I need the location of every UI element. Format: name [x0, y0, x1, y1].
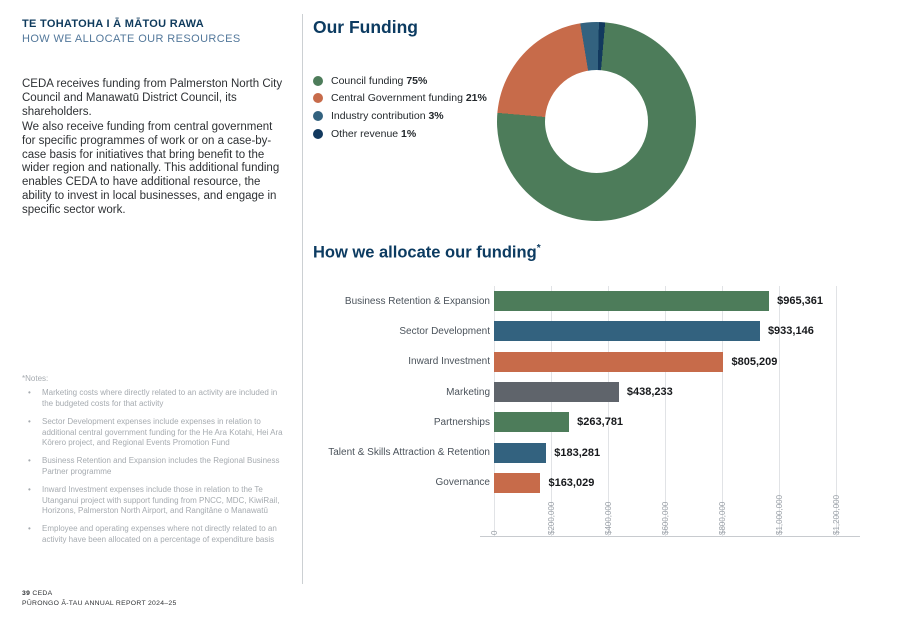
bar-category-label: Talent & Skills Attraction & Retention: [328, 447, 490, 459]
report-title: PŪRONGO Ā-TAU ANNUAL REPORT 2024–25: [22, 600, 177, 607]
donut-hole: [545, 70, 648, 173]
legend-label: Central Government funding 21%: [331, 92, 487, 105]
legend-item: [313, 107, 487, 125]
note-item: • Sector Development expenses include expenses in relation to additional central government funding for the He Ara Kotahi, Hei Ara Kōrero project, and Regional Events Promotion Fund: [22, 417, 284, 448]
x-tick-label: $600,000: [661, 501, 670, 535]
notes-section: [22, 374, 284, 553]
bar-value-label: $183,281: [554, 446, 601, 459]
footer-line-1: [22, 589, 177, 599]
bar: [494, 412, 569, 432]
bar-value-label: $163,029: [548, 476, 595, 489]
legend-swatch-icon: [313, 76, 323, 86]
x-tick-label: $1,000,000: [775, 494, 784, 535]
brand-name: CEDA: [32, 590, 53, 597]
bar-value-label: $805,209: [731, 355, 778, 368]
notes-title: *Notes:: [22, 374, 49, 383]
allocation-bar-chart: [300, 286, 860, 537]
bar: [494, 291, 769, 311]
bar-category-label: Business Retention & Expansion: [344, 295, 490, 307]
funding-chart-title: Our Funding: [313, 17, 418, 37]
allocation-chart-title-text: How we allocate our funding: [313, 243, 537, 262]
note-item: • Inward Investment expenses include those in relation to the Te Utanganui project with support funding from PNCC, MDC, KiwiRail, Horizons, Palmerston North Airport, and Rangitāne o Manawatū: [22, 485, 284, 516]
bar-row: [300, 347, 860, 377]
page-number: 39: [22, 590, 31, 597]
bar-rows: [300, 286, 860, 498]
bar-row: [300, 407, 860, 437]
bar-category-label: Marketing: [446, 386, 490, 398]
bar-value-label: $263,781: [577, 416, 624, 429]
bar-row: [300, 468, 860, 498]
bar-category-label: Sector Development: [399, 325, 490, 337]
bar-value-label: $438,233: [626, 386, 673, 399]
notes-list: [22, 388, 284, 545]
legend-item: [313, 125, 487, 143]
legend-label: Council funding 75%: [331, 74, 428, 87]
bar-value-label: $933,146: [767, 325, 814, 338]
bar-row: [300, 438, 860, 468]
bar: [494, 382, 619, 402]
bar-category-label: Partnerships: [433, 416, 490, 428]
page-footer: [22, 589, 177, 609]
intro-paragraph-2: We also receive funding from central government for specific programmes of work or on a case-by-case basis for initiatives that bring benefit to the wider region and nationally. This additional funding enables CEDA to have additional resource, the ability to invest in local businesses, and engage in specific sector work.: [22, 121, 280, 216]
section-title-english: HOW WE ALLOCATE OUR RESOURCES: [22, 33, 241, 45]
x-axis-line: [480, 536, 860, 537]
x-tick-label: $800,000: [718, 501, 727, 535]
funding-legend: [313, 72, 487, 142]
x-tick-label: $400,000: [604, 501, 613, 535]
bar-row: [300, 286, 860, 316]
bar-value-label: $965,361: [777, 295, 824, 308]
bar-row: [300, 316, 860, 346]
allocation-chart-title: [313, 243, 541, 263]
x-tick-label: $1,200,000: [832, 494, 841, 535]
bar-category-label: Governance: [435, 477, 490, 489]
bar: [494, 352, 723, 372]
legend-item: [313, 72, 487, 90]
note-item: • Employee and operating expenses where not directly related to an activity have been allocated on a percentage of expenditure basis: [22, 524, 284, 545]
bar-row: [300, 377, 860, 407]
x-tick-label: 0: [490, 530, 499, 535]
bar: [494, 321, 760, 341]
intro-paragraph-1: CEDA receives funding from Palmerston North City Council and Manawatū District Council, its shareholders.: [22, 78, 283, 118]
legend-item: [313, 90, 487, 108]
allocation-title-asterisk: *: [536, 243, 541, 254]
funding-donut-chart: [497, 22, 696, 221]
legend-label: Industry contribution 3%: [331, 109, 444, 122]
legend-swatch-icon: [313, 129, 323, 139]
note-item: • Business Retention and Expansion includes the Regional Business Partner programme: [22, 456, 284, 477]
bar: [494, 473, 540, 493]
legend-swatch-icon: [313, 93, 323, 103]
bar: [494, 443, 546, 463]
legend-swatch-icon: [313, 111, 323, 121]
note-item: • Marketing costs where directly related to an activity are included in the budgeted costs for that activity: [22, 388, 284, 409]
section-title-maori: TE TOHATOHA I Ā MĀTOU RAWA: [22, 18, 204, 30]
legend-label: Other revenue 1%: [331, 127, 417, 140]
x-tick-label: $200,000: [547, 501, 556, 535]
bar-category-label: Inward Investment: [408, 356, 490, 368]
